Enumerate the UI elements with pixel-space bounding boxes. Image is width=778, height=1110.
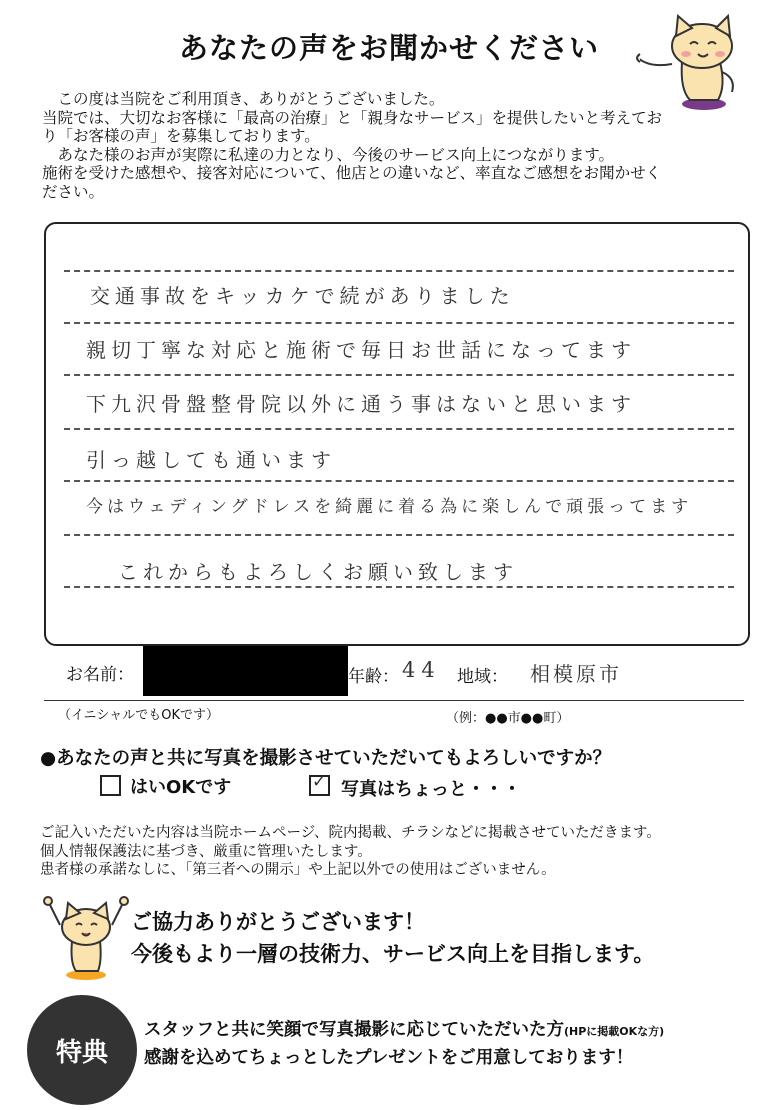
notice-line: 個人情報保護法に基づき、厳重に管理いたします。 — [40, 843, 372, 860]
notice-line: ご記入いただいた内容は当院ホームページ、院内掲載、チラシなどに掲載させていただきます。 — [40, 825, 661, 841]
comment-box — [44, 222, 750, 646]
comment-line: 親切丁寧な対応と施術で毎日お世話になってます — [86, 338, 636, 362]
comment-line: 引っ越しても通います — [86, 448, 336, 472]
yes-option-label: はいOKです — [130, 777, 232, 798]
ruled-line — [64, 428, 734, 430]
ruled-line — [64, 534, 734, 536]
bonus-line-1 — [144, 1017, 664, 1045]
privacy-notice — [40, 824, 760, 880]
photo-question: ●あなたの声と共に写真を撮影させていただいてもよろしいですか？ — [40, 748, 612, 769]
name-note: （イニシャルでもOKです） — [58, 708, 219, 723]
bonus-line-1-text: スタッフと共に笑顔で写真撮影に応じていただいた方 — [144, 1020, 564, 1040]
no-option-label: 写真はちょっと・・・ — [341, 779, 521, 800]
ruled-line — [64, 480, 734, 482]
ruled-line — [64, 586, 734, 588]
page-title: あなたの声をお聞かせください — [178, 31, 599, 65]
age-label: 年齢： — [348, 667, 399, 687]
comment-line: これからもよろしくお願い致します — [118, 560, 518, 584]
thanks-line-2: 今後もより一層の技術力、サービス向上を目指します。 — [131, 942, 655, 966]
intro-line: ださい。 — [42, 182, 105, 201]
bonus-line-1-note: (HPに掲載OKな方) — [564, 1025, 665, 1038]
age-value: 44 — [402, 658, 441, 682]
intro-text — [42, 90, 754, 201]
name-redaction — [143, 646, 348, 696]
name-label: お名前： — [66, 665, 134, 685]
region-label: 地域： — [457, 667, 508, 687]
ruled-line — [64, 322, 734, 324]
ruled-line — [64, 374, 734, 376]
intro-line: 施術を受けた感想や、接客対応について、他店との違いなど、率直なご感想をお聞かせく — [42, 164, 662, 182]
comment-line: 今はウェディングドレスを綺麗に着る為に楽しんで頑張ってます — [86, 497, 693, 517]
comment-line: 下九沢骨盤整骨院以外に通う事はないと思います — [86, 392, 636, 416]
form-underline — [44, 700, 744, 701]
intro-line: り「お客様の声」を募集しております。 — [42, 127, 320, 145]
intro-line: この度は当院をご利用頂き、ありがとうございました。 — [42, 90, 445, 108]
region-example: （例：●●市●●町） — [446, 711, 570, 726]
region-value: 相模原市 — [530, 662, 622, 686]
bonus-text — [144, 1017, 664, 1072]
comment-line: 交通事故をキッカケで続がありました — [90, 284, 515, 308]
intro-line: あなた様のお声が実際に私達の力となり、今後のサービス向上につながります。 — [42, 145, 614, 164]
no-checkbox[interactable] — [309, 772, 330, 796]
thanks-line-1: ご協力ありがとうございます！ — [131, 910, 425, 934]
bonus-line-2: 感謝を込めてちょっとしたプレゼントをご用意しております！ — [144, 1048, 634, 1068]
ruled-line — [64, 270, 734, 272]
check-mark-icon: ✓ — [312, 772, 327, 792]
notice-line: 患者様の承諾なしに、「第三者への開示」や上記以外での使用はございません。 — [40, 862, 556, 878]
thanks-message — [131, 906, 654, 970]
intro-line: 当院では、大切なお客様に「最高の治療」と「親身なサービス」を提供したいと考えてお — [42, 108, 663, 127]
cat-cheering-illustration — [40, 895, 132, 981]
yes-checkbox[interactable] — [100, 775, 121, 796]
bonus-badge: 特典 — [27, 995, 137, 1105]
